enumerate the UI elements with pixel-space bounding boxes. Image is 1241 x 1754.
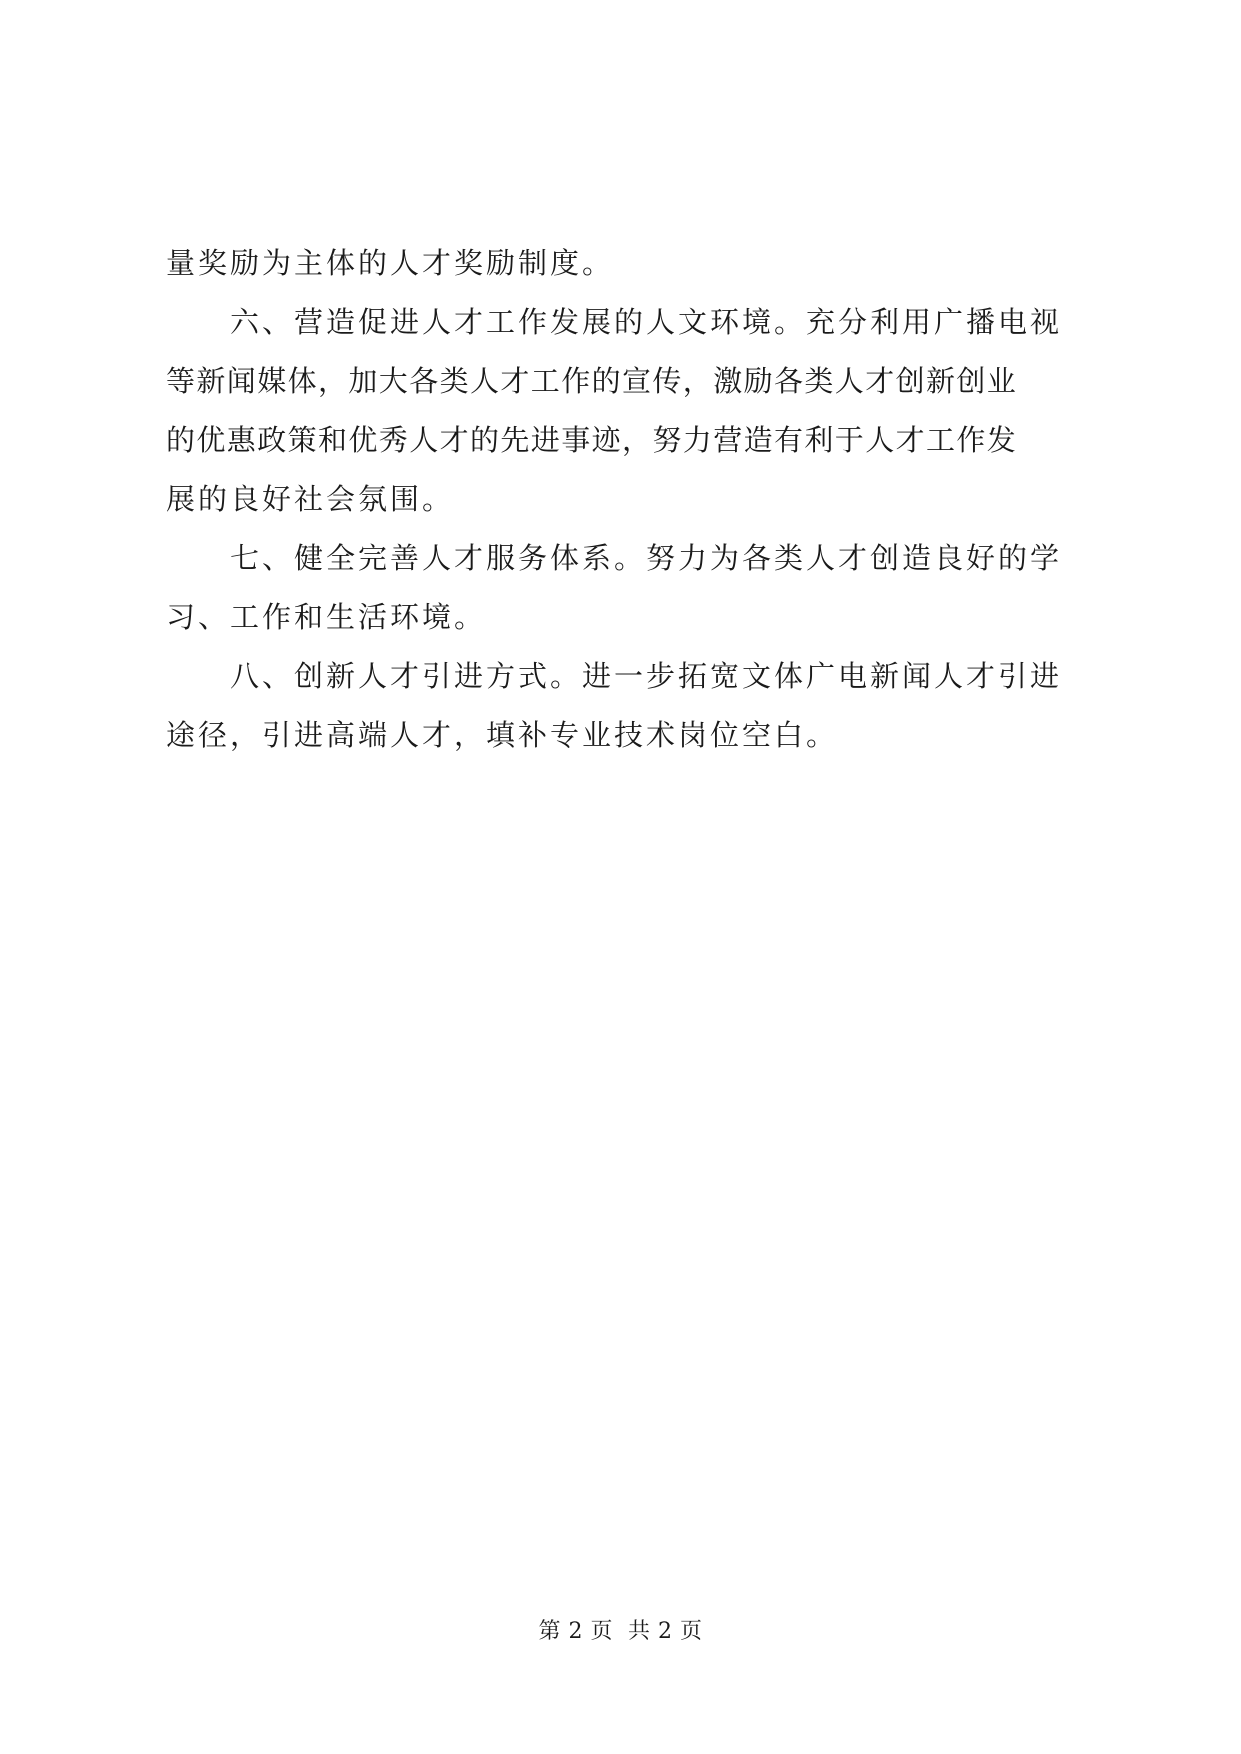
paragraph-8-line-1: 八、创新人才引进方式。进一步拓宽文体广电新闻人才引进 xyxy=(230,659,1063,693)
paragraph-6-line-1: 六、营造促进人才工作发展的人文环境。充分利用广播电视 xyxy=(230,305,1063,339)
page-number: 第 2 页 共 2 页 xyxy=(538,1619,703,1644)
page-footer xyxy=(0,1614,1241,1645)
text-line: 等新闻媒体，加大各类人才工作的宣传，激励各类人才创新创业 xyxy=(166,364,1018,398)
text-line: 习、工作和生活环境。 xyxy=(166,600,487,634)
text-line: 途径，引进高端人才，填补专业技术岗位空白。 xyxy=(166,718,839,752)
text-line: 展的良好社会氛围。 xyxy=(166,482,455,516)
paragraph-7-line-1: 七、健全完善人才服务体系。努力为各类人才创造良好的学 xyxy=(230,541,1063,575)
document-body xyxy=(166,234,1072,765)
text-line: 量奖励为主体的人才奖励制度。 xyxy=(166,246,615,280)
text-line: 的优惠政策和优秀人才的先进事迹，努力营造有利于人才工作发 xyxy=(166,423,1018,457)
